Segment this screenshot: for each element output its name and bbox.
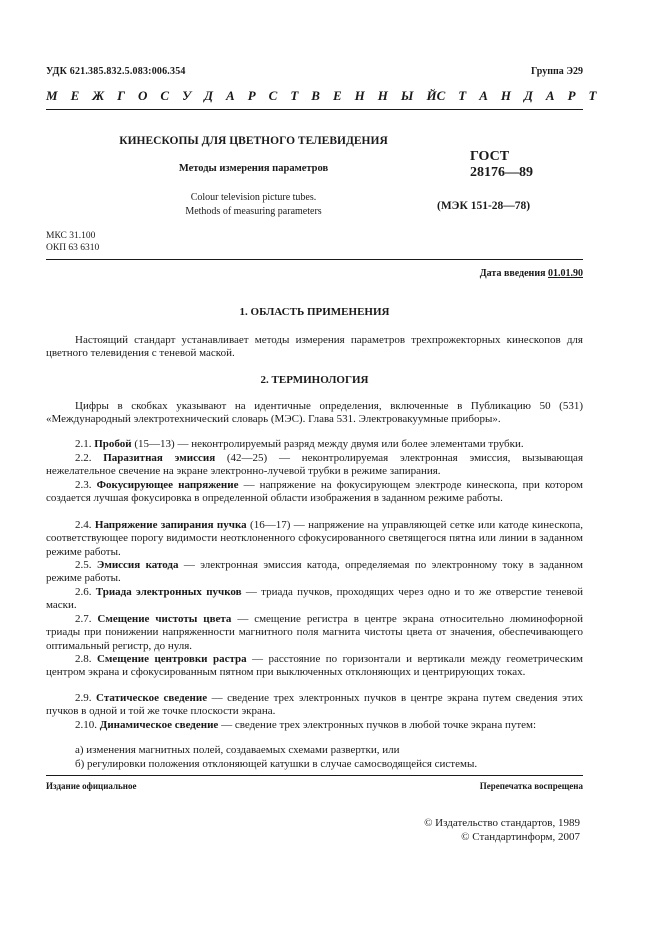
banner-letter: О	[138, 88, 148, 103]
terminology-item	[46, 653, 583, 680]
banner-letter: А	[545, 88, 555, 103]
banner-letter: Т	[290, 88, 299, 103]
banner-letter: С	[268, 88, 278, 103]
item-number: 2.4.	[75, 519, 95, 531]
banner-letter: М	[46, 88, 58, 103]
item-definition: (16—17) — напряжение на управляющей сетке или катоде кинескопа, соответствующее порогу видимости неотклоненного сфокусированного светящегося пятна или линии в заданном режиме работы.	[46, 519, 584, 558]
item-definition: (15—13) — неконтролируемый разряд между двумя или более элементами трубки.	[131, 438, 524, 450]
udk-code: УДК 621.385.832.5.083:006.354	[46, 66, 186, 77]
terminology-item	[46, 586, 583, 613]
item-definition: — триада пучков, проходящих через одно и то же отверстие теневой маски.	[46, 586, 583, 612]
banner-letter: Н	[354, 88, 365, 103]
item-term: Статическое сведение	[96, 692, 208, 704]
banner-letter: А	[479, 88, 488, 103]
banner-letter: Т	[458, 88, 467, 103]
item-definition: (42—25) — неконтролируемая электронная эмиссия, вызывающая нежелательное свечение на экране электронно-лучевой трубки в режиме запирания.	[46, 452, 583, 478]
item-term: Смещение центровки растра	[96, 653, 247, 665]
list-item-a: а) изменения магнитных полей, создаваемых схемами развертки, или	[75, 744, 400, 756]
okp-code: ОКП 63 6310	[46, 243, 100, 253]
item-definition: — расстояние по горизонтали и вертикали между геометрическим центром экрана и сфокусированным пятном при выключенных отклоняющих и центрирующих токах.	[46, 653, 583, 679]
banner-letter: А	[226, 88, 235, 103]
english-title-line1: Colour television picture tubes.	[190, 192, 317, 203]
section-1-text: Настоящий стандарт устанавливает методы измерения параметров трехпрожекторных кинескопов для цветного телевидения с теневой маской.	[46, 334, 583, 360]
group-code: Группа Э29	[531, 66, 583, 77]
section-2-intro: Цифры в скобках указывают на идентичные определения, включенные в Публикацию 50 (531) «Международный электротехнический словарь (МЭС). Глава 531. Электровакуумные приборы».	[46, 400, 583, 426]
iec-reference: (МЭК 151-28—78)	[437, 200, 531, 212]
classification-codes	[46, 230, 99, 254]
item-definition: — напряжение на фокусирующем электроде кинескопа, при котором создается лучшая фокусировка в определенной области изображения в заданном режиме работы.	[46, 479, 584, 505]
item-term: Паразитная эмиссия	[103, 452, 216, 464]
english-title-line2: Methods of measuring parameters	[185, 206, 322, 217]
item-term: Фокусирующее напряжение	[96, 479, 239, 491]
banner-letter: Д	[204, 88, 214, 103]
banner-letter: Н	[377, 88, 388, 103]
item-number: 2.8.	[75, 653, 97, 665]
terminology-item	[46, 452, 583, 479]
banner-letter: С	[436, 88, 446, 103]
item-number: 2.6.	[75, 586, 96, 598]
banner-letter: Й	[426, 88, 437, 103]
terminology-item	[46, 613, 583, 653]
banner-letter: С	[160, 88, 170, 103]
item-definition: — смещение регистра в центре экрана относительно люминофорной триады при понижении напряженности магнитного поля магнита чистоты цвета от значения, обеспечивающего оптимальный регистр, до нуля.	[46, 613, 583, 652]
document-subtitle: Методы измерения параметров	[178, 163, 329, 174]
item-definition: — сведение трех электронных пучков в центре экрана путем сведения этих пучков в одной и той же точке плоскости экрана.	[46, 692, 583, 718]
banner-letter: Р	[247, 88, 256, 103]
item-number: 2.10.	[75, 719, 100, 731]
gost-label: ГОСТ	[470, 149, 510, 164]
section-1-heading: 1. ОБЛАСТЬ ПРИМЕНЕНИЯ	[239, 306, 390, 318]
section-2-heading: 2. ТЕРМИНОЛОГИЯ	[260, 374, 369, 386]
banner-letter: Г	[117, 88, 126, 103]
interstate-standard-banner	[46, 88, 597, 104]
reprint-prohibited: Перепечатка воспрещена	[479, 781, 583, 791]
standard-word	[437, 88, 597, 104]
banner-letter: Е	[332, 88, 342, 103]
banner-letter: Р	[567, 88, 576, 103]
introduction-date-label: Дата введения	[479, 268, 546, 279]
item-term: Динамическое сведение	[99, 719, 219, 731]
footer-rule	[46, 775, 583, 776]
banner-letter: Е	[70, 88, 80, 103]
copyright-1989: © Издательство стандартов, 1989	[424, 817, 580, 829]
gost-number: 28176—89	[470, 165, 533, 180]
introduction-date	[480, 268, 583, 279]
terminology-item	[46, 519, 583, 559]
item-definition: — электронная эмиссия катода, определяемая по электронному току в заданном режиме работы.	[46, 559, 583, 585]
item-term: Триада электронных пучков	[95, 586, 242, 598]
banner-letter: У	[182, 88, 192, 103]
copyright-2007: © Стандартинформ, 2007	[461, 831, 580, 843]
introduction-date-value: 01.01.90	[548, 268, 583, 279]
terminology-item	[46, 559, 583, 586]
item-definition: — сведение трех электронных пучков в любой точке экрана путем:	[218, 719, 537, 731]
mks-code: МКС 31.100	[46, 231, 96, 241]
item-number: 2.5.	[75, 559, 97, 571]
document-title: КИНЕСКОПЫ ДЛЯ ЦВЕТНОГО ТЕЛЕВИДЕНИЯ	[119, 135, 388, 147]
terminology-item	[46, 719, 583, 732]
codes-rule	[46, 259, 583, 260]
item-number: 2.1.	[75, 438, 95, 450]
terminology-item	[46, 692, 583, 719]
item-number: 2.3.	[75, 479, 97, 491]
item-term: Эмиссия катода	[96, 559, 179, 571]
item-number: 2.2.	[75, 452, 104, 464]
item-term: Смещение чистоты цвета	[97, 613, 232, 625]
list-item-b: б) регулировки положения отклоняющей катушки в случае самосводящейся системы.	[75, 758, 478, 770]
banner-letter: В	[311, 88, 320, 103]
banner-letter: Ж	[92, 88, 105, 103]
item-term: Пробой	[94, 438, 132, 450]
item-term: Напряжение запирания пучка	[94, 519, 247, 531]
banner-letter: Ы	[400, 88, 414, 103]
banner-letter: Д	[524, 88, 533, 103]
banner-letter: Н	[500, 88, 512, 103]
interstate-word	[46, 88, 437, 104]
official-edition: Издание официальное	[46, 781, 137, 791]
terminology-item	[46, 479, 583, 506]
item-number: 2.9.	[75, 692, 97, 704]
header-rule	[46, 109, 583, 110]
banner-letter: Т	[588, 88, 597, 103]
item-number: 2.7.	[75, 613, 98, 625]
gost-designation	[470, 149, 533, 181]
terminology-item	[46, 438, 583, 451]
english-title	[46, 191, 461, 219]
